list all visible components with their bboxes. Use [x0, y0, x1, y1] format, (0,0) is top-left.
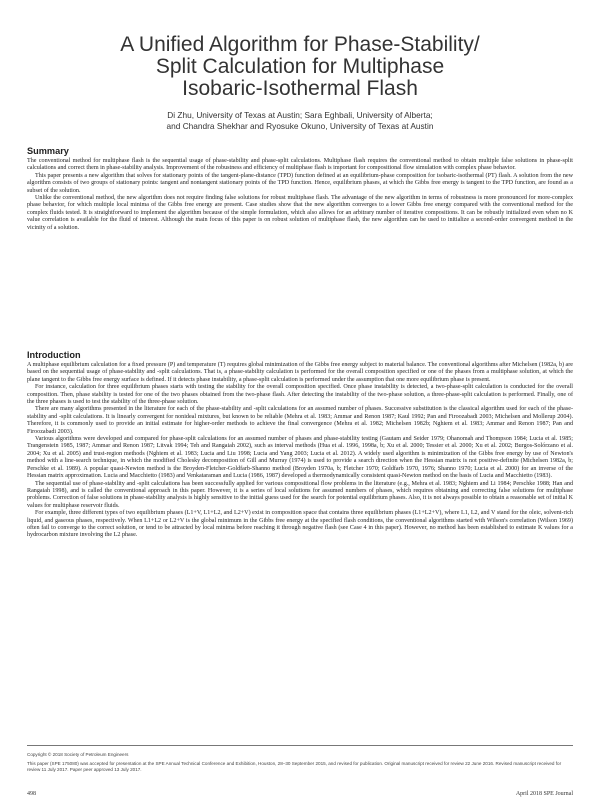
intro-paragraph: A multiphase equilibrium calculation for a fixed pressure (P) and temperature (T) requires global minimization of the Gibbs free energy subject to material balance. The conventional algorithms after Michelsen (1982a, b) are based on the sequential usage of phase-stability and -split calculations. That is, a phase-stability calculation is performed for the overall composition specified or one of the phases from a multiphase solution, at which the plane tangent to the Gibbs free energy surface is defined. If it detects phase instability, a phase-split calculation is performed under the assumption that one more equilibrium phase is present. — [27, 362, 573, 383]
intro-paragraph: There are many algorithms presented in the literature for each of the phase-stability and -split calculations for an assumed number of phases. Successive substitution is the classical algorithm used for each of the phase-stability and -split calculations. It is linearly convergent for nonideal mixtures, but known to be reliable (Mehra et al. 1983; Ammar and Renon 1987; Kaul 1992; Pan and Firoozabadi 2003; Michelsen and Mollerup 2004). Therefore, it is commonly used to provide an initial estimate for higher-order methods to achieve the final convergence (Mehra et al. 1982; Michelsen 1982b; Nghiem et al. 1983; Ammar and Renon 1987; Pan and Firoozabadi 2003). — [27, 406, 573, 435]
journal-issue: April 2018 SPE Journal — [515, 791, 573, 797]
publication-note: This paper (SPE 175080) was accepted for presentation at the SPE Annual Technical Conference and Exhibition, Houston, 28–30 September 2015, and revised for publication. Original manuscript received for review 22 June 2016. Revised manuscript received for review 11 July 2017. Paper peer approved 13 July 2017. — [27, 761, 562, 772]
summary-heading: Summary — [27, 146, 69, 156]
summary-paragraph: This paper presents a new algorithm that solves for stationary points of the tangent-plane-distance (TPD) function defined at an equilibrium-phase composition for isobaric-isothermal (PT) flash. A solution from the new algorithm consists of two groups of stationary points: tangent and nontangent stationary points of the TPD function. Hence, equilibrium phases, at which the Gibbs free energy is tangent to the TPD function, are found as a subset of the solution. — [27, 172, 573, 194]
paper-title — [40, 34, 560, 100]
introduction-section — [27, 350, 573, 540]
summary-paragraph: Unlike the conventional method, the new algorithm does not require finding false solutions for robust multiphase flash. The advantage of the new algorithm in terms of robustness is more pronounced for more-complex phase behavior, for which multiple local minima of the Gibbs free energy are present. Case studies show that the new algorithm converges to a lower Gibbs free energy compared with the conventional method for the complex fluids tested. It is straightforward to implement the algorithm because of the simple formulation, which also allows for an arbitrary number of iterative compositions. It can be robustly initialized even when no K value correlation is available for the fluid of interest. Although the main focus of this paper is on robust solution of multiphase flash, the new algorithm can be used to initialize a second-order convergent method in the vicinity of a solution. — [27, 195, 573, 231]
title-line: Split Calculation for Multiphase — [155, 55, 445, 78]
author-line: Di Zhu, University of Texas at Austin; Sara Eghbali, University of Alberta; — [167, 110, 433, 120]
copyright-note: Copyright © 2018 Society of Petroleum Engineers — [27, 752, 129, 757]
intro-paragraph: The sequential use of phase-stability and -split calculations has been successfully applied for various compositional flow problems in the literature (e.g., Mehra et al. 1983; Nghiem and Li 1984; Perschke 1988; Han and Rangaiah 1998), and is called the conventional approach in this paper. However, it is a series of local solutions for assumed numbers of phases, which requires obtaining and correcting false solutions for multiphase problems. Correction of false solutions in phase-stability analysis is highly sensitive to the initial guess used for the search for potential equilibrium phases. Also, it is not always possible to obtain a reasonable set of initial K values for multiphase reservoir fluids. — [27, 480, 573, 509]
title-line: A Unified Algorithm for Phase-Stability/ — [120, 33, 480, 56]
author-list — [60, 110, 540, 131]
summary-section — [27, 146, 573, 232]
page-number: 498 — [27, 791, 36, 797]
summary-paragraph: The conventional method for multiphase flash is the sequential usage of phase-stability and phase-split calculations. Multiphase flash requires the conventional method to obtain multiple false solutions in phase-split calculations and correct them in phase-stability analysis. Improvement of the robustness and efficiency of multiphase flash is important for compositional flow simulation with complex phase behavior. — [27, 158, 573, 172]
footnotes — [27, 752, 573, 776]
footnote-divider — [27, 745, 573, 746]
intro-paragraph: For instance, calculation for three equilibrium phases starts with testing the stability for the overall composition specified. Once phase instability is detected, a two-phase-split calculation is conducted for the overall composition. Then, phase stability is tested for one of the two phases obtained from the two-phase flash. After detecting the instability of the two-phase solution, a three-phase-split calculation is performed. Finally, one of the three phases is used to test the stability of the three-phase solution. — [27, 384, 573, 406]
introduction-heading: Introduction — [27, 350, 81, 360]
intro-paragraph: Various algorithms were developed and compared for phase-split calculations for an assumed number of phases and phase-stability testing (Gautam and Seider 1979; Ohanomah and Thompson 1984; Lucia et al. 1985; Trangenstein 1985, 1987; Ammar and Renon 1987; Litvak 1994; Teh and Rangaiah 2002), such as interval methods (Hua et al. 1996, 1998a, b; Xu et al. 2000; Tessier et al. 2000; Xu et al. 2002; Burgos-Solórzano et al. 2004; Xu et al. 2005) and trust-region methods (Nghiem et al. 1983; Lucia and Liu 1998; Lucia and Yang 2003; Lucia et al. 2012). A widely used algorithm is minimization of the Gibbs free energy by use of Newton's method with a line-search technique, in which the modified Cholesky decomposition of Gill and Murray (1974) is used to provide a search direction when the Hessian matrix is not positive-definite (Michelsen 1982a, b; Perschke et al. 1989). A popular quasi-Newton method is the Broyden-Fletcher-Goldfarb-Shanno method (Broyden 1970a, b; Fletcher 1970; Goldfarb 1970, 1976; Shanno 1970; Lucia et al. 2000) for an inverse of the Hessian matrix approximation. Lucia and Macchietto (1983) and Venkataraman and Lucia (1986, 1987) developed a thermodynamically consistent quasi-Newton method on the basis of Lucia and Macchietto (1983). — [27, 436, 573, 480]
title-line: Isobaric-Isothermal Flash — [182, 77, 418, 100]
intro-paragraph: For example, three different types of two equilibrium phases (L1+V, L1+L2, and L2+V) exist in composition space that contains three equilibrium phases (L1+L2+V), where L1, L2, and V stand for the oleic, solvent-rich liquid, and gaseous phases, respectively. When L1+L2 or L2+V is the global minimum in the Gibbs free energy at the specified flash conditions, the conventional algorithms started with Wilson's correlation (Wilson 1969) often fail to converge to the correct solution, or tend to be attracted by local minima before reaching it through negative flash (see Case 4 in this paper). However, no method has been established to estimate K values for a hydrocarbon mixture involving the L2 phase. — [27, 510, 573, 539]
author-line: and Chandra Shekhar and Ryosuke Okuno, University of Texas at Austin — [166, 120, 434, 131]
